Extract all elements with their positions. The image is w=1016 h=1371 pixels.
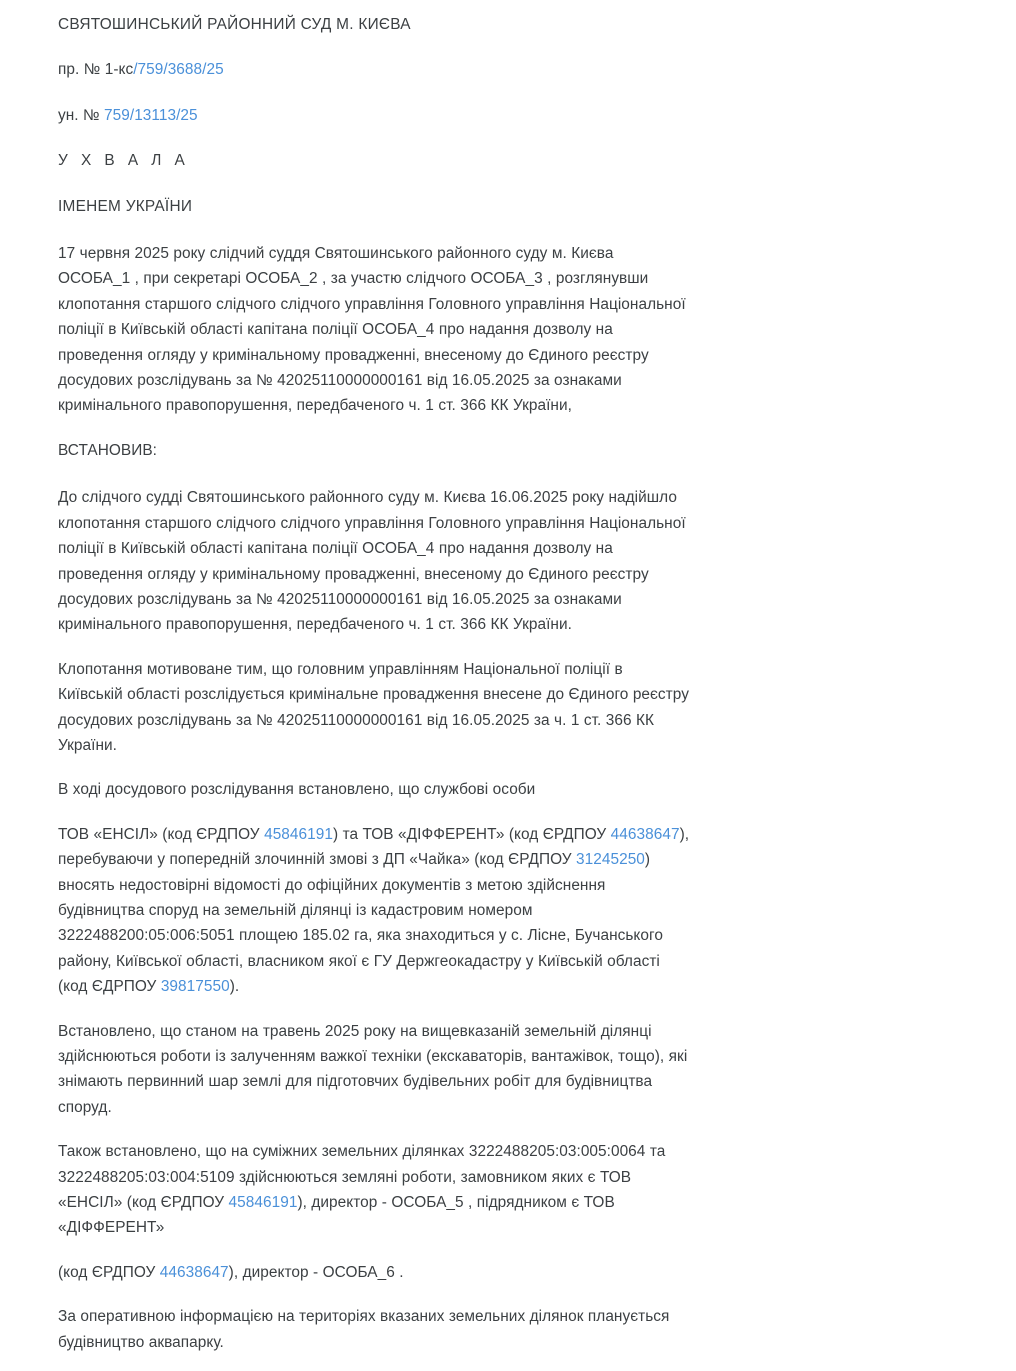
intro-paragraph: 17 червня 2025 року слідчий суддя Святошинського районного суду м. Києва ОСОБА_1 , при секретарі ОСОБА_2 , за участю слідчого ОСОБА_3 , розглянувши клопотання старшого слідчого слідчого управління Головного управління Національної поліції в Київській області капітана поліції ОСОБА_4 про надання дозволу на проведення огляду у кримінальному провадженні, внесеному до Єдиного реєстру досудових розслідувань за № 42025110000000161 від 16.05.2025 за ознаками кримінального правопорушення, передбаченого ч. 1 ст. 366 КК України, — [58, 245, 686, 415]
director-text-part-1: (код ЄРДПОУ — [58, 1263, 160, 1281]
unique-number-label: ун. № — [58, 106, 105, 124]
adjacent-text-part-1: Також встановлено, що на суміжних земельних ділянках 3222488205:03:005:0064 та 3222488205:03:004:5109 здійснюються земляні роботи, замовником яких є ТОВ «ЕНСІЛ» (код ЄРДПОУ — [58, 1143, 666, 1212]
case-number-label: пр. № 1-кс — [58, 61, 134, 79]
case-number-link[interactable]: /759/3688/25 — [133, 61, 224, 79]
established-label: ВСТАНОВИВ: — [58, 441, 157, 459]
decision-title: У Х В А Л А — [58, 152, 190, 170]
paragraph-petition-received: До слідчого судді Святошинського районного суду м. Києва 16.06.2025 року надійшло клопотання старшого слідчого слідчого управління Головного управління Національної поліції в Київській області капітана поліції ОСОБА_4 про надання дозволу на проведення огляду у кримінальному провадженні, внесеному до Єдиного реєстру досудових розслідувань за № 42025110000000161 від 16.05.2025 за ознаками кримінального правопорушення, передбаченого ч. 1 ст. 366 КК України. — [58, 489, 686, 634]
paragraph-adjacent-plots — [58, 1139, 690, 1241]
edrpou-code-chaika[interactable]: 31245250 — [576, 851, 645, 869]
paragraph-aquapark: За оперативною інформацією на територіях вказаних земельних ділянок планується будівництво аквапарку. — [58, 1308, 670, 1351]
companies-text-part-1: ТОВ «ЕНСІЛ» (код ЄРДПОУ — [58, 825, 265, 843]
companies-text-part-4: ) вносять недостовірні відомості до офіційних документів з метою здійснення будівництва споруд на земельній ділянці із кадастровим номером 3222488200:05:006:5051 площею 185.02 га, яка знаходиться у с. Лісне, Бучанського району, Київської області, власником якої є ГУ Держгеокадастру у Київській області (код ЄДРПОУ — [58, 851, 663, 996]
companies-text-part-5: ). — [229, 978, 240, 996]
companies-text-part-3: ), перебуваючи у попередній злочинній змові з ДП «Чайка» (код ЄРДПОУ — [58, 825, 690, 869]
court-name-heading: СВЯТОШИНСЬКИЙ РАЙОННИЙ СУД М. КИЄВА — [58, 16, 411, 33]
unique-number-link[interactable]: 759/13113/25 — [104, 106, 198, 124]
companies-text-part-2: ) та ТОВ «ДІФФЕРЕНТ» (код ЄРДПОУ — [332, 825, 611, 843]
adjacent-text-part-2: ), директор - ОСОБА_5 , підрядником є ТОВ «ДІФФЕРЕНТ» — [58, 1194, 615, 1237]
director-text-part-2: ), директор - ОСОБА_6 . — [228, 1263, 404, 1281]
edrpou-code-different[interactable]: 44638647 — [610, 825, 680, 843]
paragraph-works: Встановлено, що станом на травень 2025 року на вищевказаній земельній ділянці здійснюються роботи із залученням важкої техніки (екскаваторів, вантажівок, тощо), які знімають первинний шар землі для підготовчих будівельних робіт для будівництва споруд. — [58, 1022, 688, 1116]
paragraph-companies — [58, 822, 690, 1000]
paragraph-director — [58, 1260, 690, 1285]
edrpou-code-derzhgeokadastr[interactable]: 39817550 — [160, 978, 230, 996]
paragraph-investigation-lead: В ході досудового розслідування встановлено, що службові особи — [58, 781, 536, 799]
unique-number-line — [58, 103, 690, 128]
in-name-of-ukraine: ІМЕНЕМ УКРАЇНИ — [58, 197, 193, 215]
edrpou-code-ensil-second[interactable]: 45846191 — [228, 1194, 298, 1212]
edrpou-code-ensil[interactable]: 45846191 — [264, 825, 333, 843]
paragraph-motivation: Клопотання мотивоване тим, що головним управлінням Національної поліції в Київській області розслідується кримінальне провадження внесене до Єдиного реєстру досудових розслідувань за № 42025110000000161 від 16.05.2025 за ч. 1 ст. 366 КК України. — [58, 660, 689, 754]
case-number-line — [58, 57, 690, 82]
edrpou-code-different-second[interactable]: 44638647 — [159, 1263, 229, 1281]
